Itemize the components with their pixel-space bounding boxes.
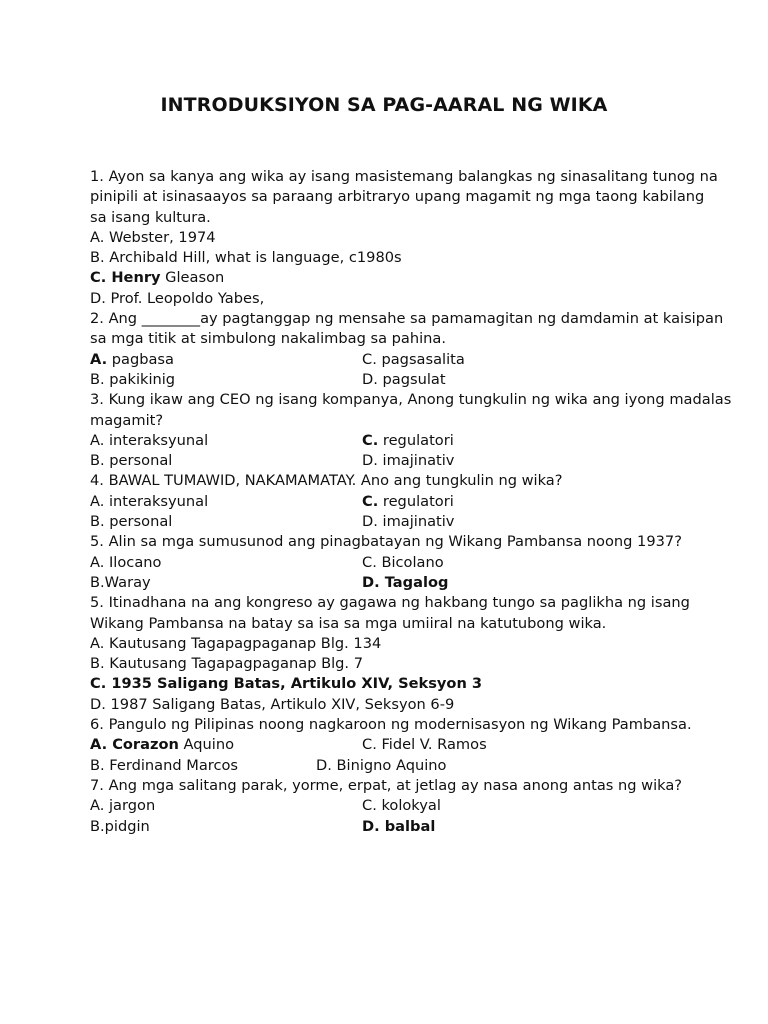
question-7-choices-row-2 [90,817,690,837]
answer-highlight: C. Henry [90,269,161,287]
question-7-choice-a: A. jargon [90,797,156,815]
question-1-choice-c [90,268,690,288]
question-1-choice-b: B. Archibald Hill, what is language, c1980s [90,249,402,267]
question-2 [90,309,724,390]
question-4-choice-c [362,492,454,512]
answer-highlight: C. [362,492,379,510]
question-6-choices-row-2 [90,756,690,776]
question-5a-choices-row-1 [90,553,690,573]
question-4-choice-b: B. personal [90,513,173,531]
question-4-choices-row-1 [90,492,690,512]
question-4-choices-row-2 [90,512,690,532]
question-5a-choice-d: D. Tagalog [362,573,449,591]
question-3-text-line-1: 3. Kung ikaw ang CEO ng isang kompanya, Anong tungkulin ng wika ang iyong madalas [90,391,732,409]
question-2-choice-a [90,350,362,370]
question-4-text-line-1: 4. BAWAL TUMAWID, NAKAMAMATAY. Ano ang tungkulin ng wika? [90,472,563,490]
question-1-choice-a: A. Webster, 1974 [90,228,216,246]
question-5b-choice-d: D. 1987 Saligang Batas, Artikulo XIV, Seksyon 6-9 [90,695,455,713]
question-5a-choice-c: C. Bicolano [362,553,444,571]
question-3-choices-row-2 [90,451,690,471]
question-2-choices-row-1 [90,350,690,370]
answer-highlight: A. [90,350,108,368]
question-1-text-line-3: sa isang kultura. [90,208,211,226]
question-3-choice-a: A. interaksyunal [90,431,209,449]
question-7-choice-c: C. kolokyal [362,797,441,815]
question-7-choices-row-1 [90,796,690,816]
question-5a-text-line-1: 5. Alin sa mga sumusunod ang pinagbatayan ng Wikang Pambansa noong 1937? [90,533,682,551]
document-title: INTRODUKSIYON SA PAG-AARAL NG WIKA [160,94,608,116]
question-4-choice-a: A. interaksyunal [90,492,209,510]
question-2-choices-row-2 [90,370,690,390]
choice-text: regulatori [378,431,454,449]
question-4-choice-d: D. imajinativ [362,513,455,531]
question-6-choice-a [90,735,362,755]
question-6-text-line-1: 6. Pangulo ng Pilipinas noong nagkaroon ng modernisasyon ng Wikang Pambansa. [90,716,692,734]
question-3 [90,390,732,471]
question-3-choices-row-1 [90,431,690,451]
question-3-choice-d: D. imajinativ [362,452,455,470]
choice-text: pagbasa [107,350,174,368]
question-6-choice-c: C. Fidel V. Ramos [362,736,487,754]
question-5-b [90,593,690,715]
question-1-text-line-1: 1. Ayon sa kanya ang wika ay isang masistemang balangkas ng sinasalitang tunog na [90,168,718,185]
question-2-text-line-1: 2. Ang ________ay pagtanggap ng mensahe sa pamamagitan ng damdamin at kaisipan [90,310,724,328]
question-5a-choice-a: A. Ilocano [90,553,162,571]
question-3-choice-c [362,431,454,451]
question-4 [90,471,690,532]
question-2-choice-d: D. pagsulat [362,370,446,388]
question-2-choice-b: B. pakikinig [90,370,176,388]
quiz-content [90,167,732,837]
question-5b-text-line-2: Wikang Pambansa na batay sa isa sa mga umiiral na katutubong wika. [90,614,607,632]
question-2-text-line-2: sa mga titik at simbulong nakalimbag sa pahina. [90,330,447,348]
question-6-choice-d: D. Binigno Aquino [316,756,447,774]
question-5b-choice-c: C. 1935 Saligang Batas, Artikulo XIV, Seksyon 3 [90,675,483,693]
choice-text: Aquino [178,736,235,754]
question-7 [90,776,690,837]
question-1-text-line-2: pinipili at isinasaayos sa paraang arbitraryo upang magamit ng mga taong kabilang [90,188,705,206]
question-6-choices-row-1 [90,735,690,755]
question-1-choice-d: D. Prof. Leopoldo Yabes, [90,289,265,307]
question-5a-choice-b: B.Waray [90,573,151,591]
choice-text: regulatori [378,492,454,510]
question-3-choice-b: B. personal [90,452,173,470]
answer-highlight: A. Corazon [90,736,179,754]
question-7-choice-d: D. balbal [362,817,436,835]
answer-highlight: C. [362,431,379,449]
choice-text: Gleason [160,269,225,287]
question-5a-choices-row-2 [90,573,690,593]
question-6 [90,715,690,776]
question-2-choice-c: C. pagsasalita [362,350,465,368]
question-6-choice-b: B. Ferdinand Marcos [90,756,239,774]
question-7-text-line-1: 7. Ang mga salitang parak, yorme, erpat, at jetlag ay nasa anong antas ng wika? [90,776,683,794]
question-5-a [90,532,690,593]
question-5b-choice-a: A. Kautusang Tagapagpaganap Blg. 134 [90,634,382,652]
question-3-text-line-2: magamit? [90,411,164,429]
question-5b-choice-b: B. Kautusang Tagapagpaganap Blg. 7 [90,655,363,673]
question-1 [90,167,718,309]
question-5b-text-line-1: 5. Itinadhana na ang kongreso ay gagawa ng hakbang tungo sa paglikha ng isang [90,594,690,612]
question-7-choice-b: B.pidgin [90,817,150,835]
